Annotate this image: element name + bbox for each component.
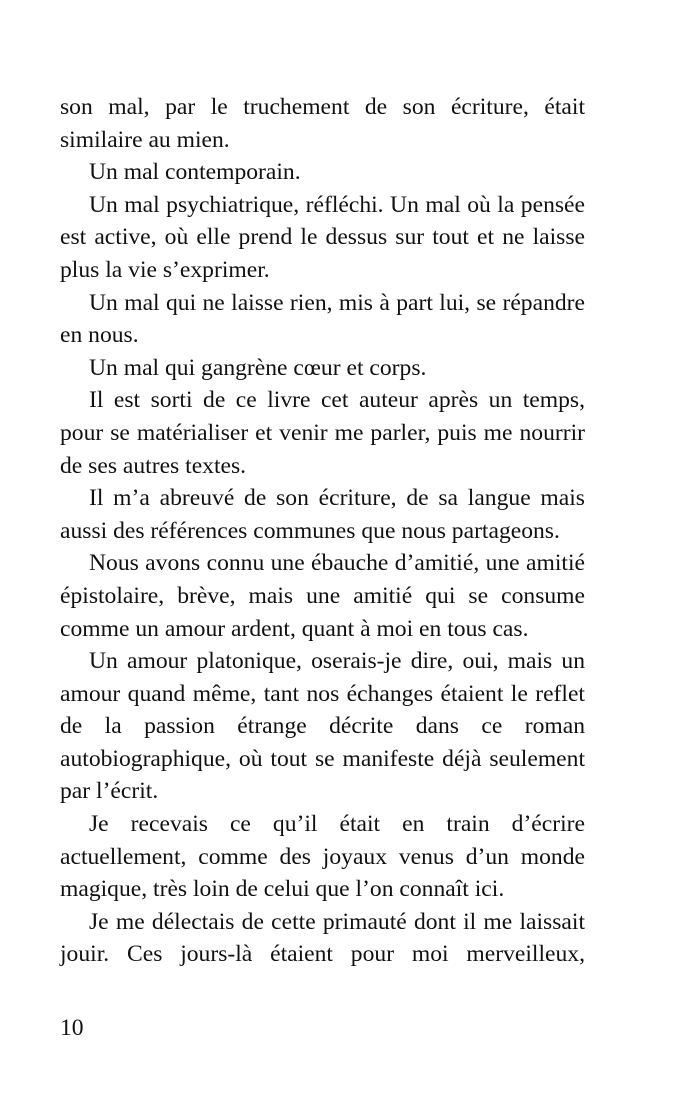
paragraph: Je recevais ce qu’il était en train d’écrire actuellement, comme des joyaux venus d’un monde magique, très loin de celui que l’on connaît ici. [60,811,585,903]
page-number: 10 [60,1015,84,1041]
page-body [60,91,585,971]
paragraph: son mal, par le truchement de son écriture, était similaire au mien. [60,94,585,153]
paragraph: Un mal psychiatrique, réfléchi. Un mal où la pensée est active, où elle prend le dessus sur tout et ne laisse plus la vie s’exprimer. [60,191,585,283]
paragraph: Il m’a abreuvé de son écriture, de sa langue mais aussi des références communes que nous partageons. [60,485,585,544]
paragraph: Un mal qui ne laisse rien, mis à part lui, se répandre en nous. [60,289,585,349]
paragraph: Un mal qui gangrène cœur et corps. [89,354,427,381]
paragraph: Il est sorti de ce livre cet auteur après un temps, pour se matérialiser et venir me parler, puis me nourrir de ses autres textes. [60,387,585,479]
paragraph: Nous avons connu une ébauche d’amitié, une amitié épistolaire, brève, mais une amitié qui se consume comme un amour ardent, quant à moi en tous cas. [60,550,585,642]
paragraph: Un mal contemporain. [89,159,301,186]
paragraph: Je me délectais de cette primauté dont il me laissait jouir. Ces jours-là étaient pour moi merveilleux, [60,908,585,968]
paragraph: Un amour platonique, oserais-je dire, oui, mais un amour quand même, tant nos échanges étaient le reflet de la passion étrange décrite dans ce roman autobiographique, où tout se manifeste déjà seulement par l’écrit. [60,648,585,805]
